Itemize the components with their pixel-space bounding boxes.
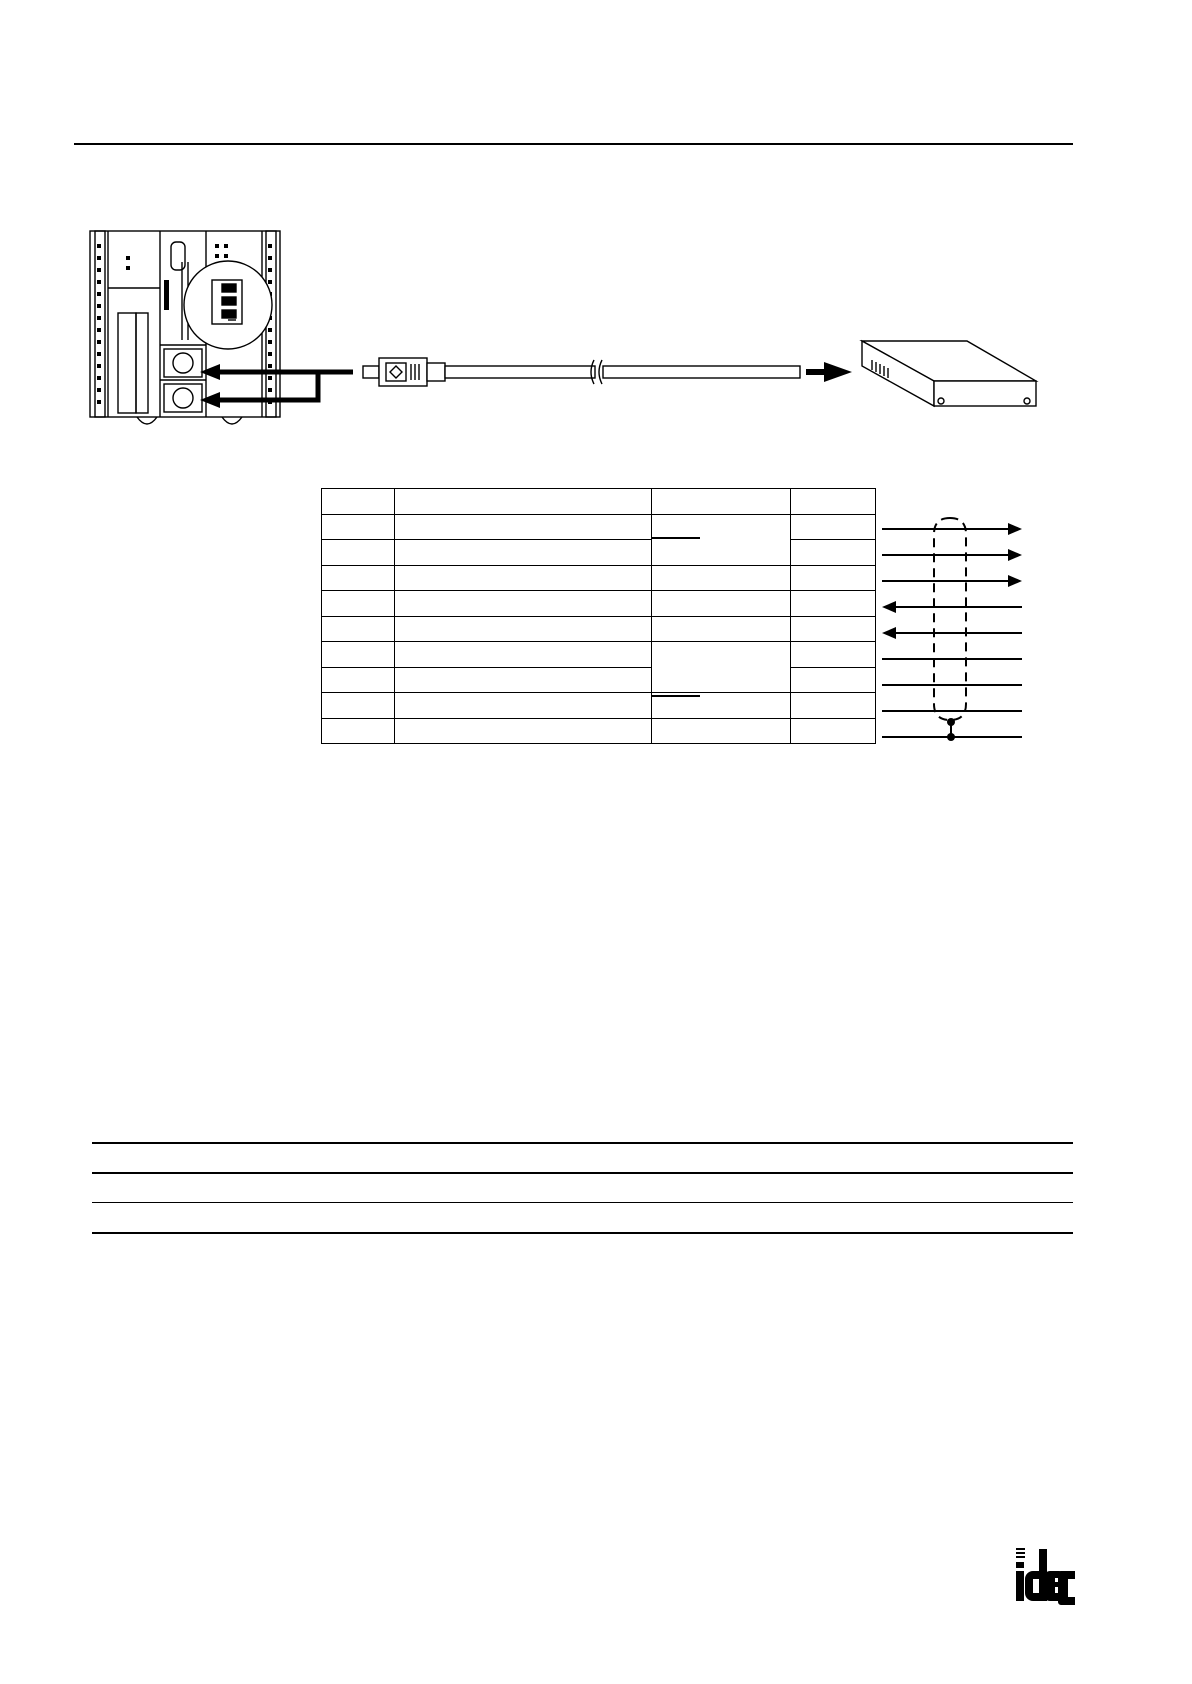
merged-cell-mark <box>652 537 700 539</box>
signal-lines <box>882 518 1022 737</box>
table-row <box>322 693 876 719</box>
table-row <box>322 540 876 566</box>
lower-table-rule <box>92 1232 1073 1234</box>
table-row <box>322 616 876 642</box>
mini-din-plug-icon <box>363 358 445 386</box>
lower-table-rule <box>92 1172 1073 1174</box>
table-row <box>322 642 876 668</box>
device-arrow <box>806 362 852 382</box>
table-row <box>322 565 876 591</box>
lower-table-rule <box>92 1142 1073 1144</box>
table-row <box>322 489 876 515</box>
table-row <box>322 591 876 617</box>
lower-table-rule <box>92 1202 1073 1203</box>
plc-module-icon <box>90 231 280 424</box>
cable <box>445 366 800 378</box>
table-row <box>322 667 876 693</box>
pin-assignment-table <box>321 488 876 744</box>
idec-logo-c <box>1058 1571 1078 1605</box>
merged-cell-mark <box>652 695 700 697</box>
table-row <box>322 514 876 540</box>
external-device-box-icon <box>862 341 1036 406</box>
table-row <box>322 718 876 744</box>
